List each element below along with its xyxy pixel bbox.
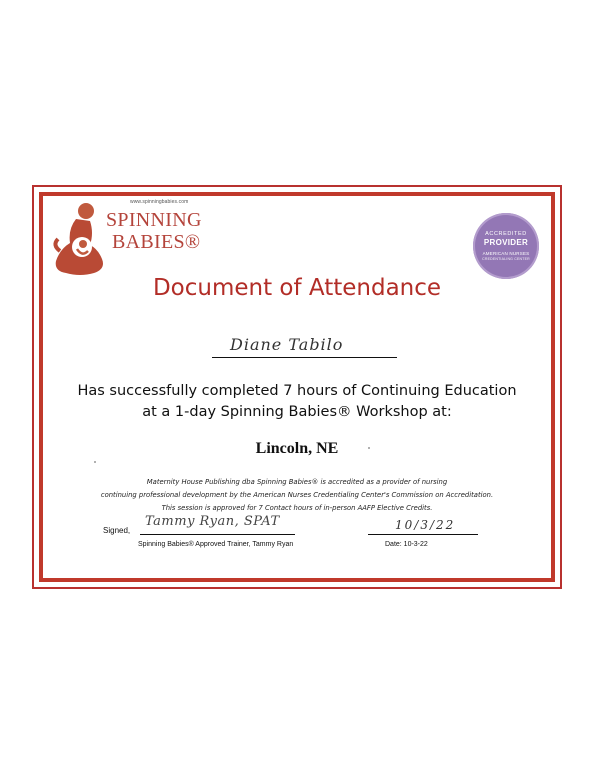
scan-speck (368, 447, 370, 449)
recipient-name: Diane Tabilo (230, 335, 344, 354)
accredited-provider-badge (473, 213, 539, 279)
mother-baby-icon (50, 199, 108, 279)
fine-print-3: This session is approved for 7 Contact hours of in-person AAFP Elective Credits. (161, 504, 433, 512)
completion-line-2: at a 1-day Spinning Babies® Workshop at: (142, 404, 452, 420)
badge-line-4: CREDENTIALING CENTER (482, 257, 530, 261)
logo-wordmark (106, 209, 202, 253)
scan-speck (94, 461, 96, 463)
logo-line-2: BABIES® (112, 231, 201, 253)
logo-line-1: SPINNING (106, 209, 202, 231)
signed-label: Signed, (103, 526, 131, 535)
handwritten-signature: Tammy Ryan, SPAT (145, 514, 280, 529)
certificate-title: Document of Attendance (152, 275, 442, 301)
spinning-babies-logo (50, 199, 220, 279)
logo-url: www.spinningbabies.com (130, 199, 189, 205)
signature-line (140, 534, 295, 535)
handwritten-date: 10/3/22 (395, 518, 456, 532)
date-line (368, 534, 478, 535)
badge-line-3: AMERICAN NURSES (482, 251, 530, 256)
date-caption: Date: 10-3-22 (385, 541, 428, 548)
workshop-location: Lincoln, NE (255, 440, 339, 457)
fine-print-2: continuing professional development by the American Nurses Credentialing Center's Commission on Accreditation. (100, 491, 494, 499)
fine-print-1: Maternity House Publishing dba Spinning Babies® is accredited as a provider of nursing (146, 478, 448, 486)
signature-caption: Spinning Babies® Approved Trainer, Tammy Ryan (138, 541, 294, 548)
badge-line-2: PROVIDER (483, 238, 529, 247)
badge-line-1: ACCREDITED (485, 231, 527, 237)
completion-line-1: Has successfully completed 7 hours of Continuing Education (77, 383, 517, 399)
